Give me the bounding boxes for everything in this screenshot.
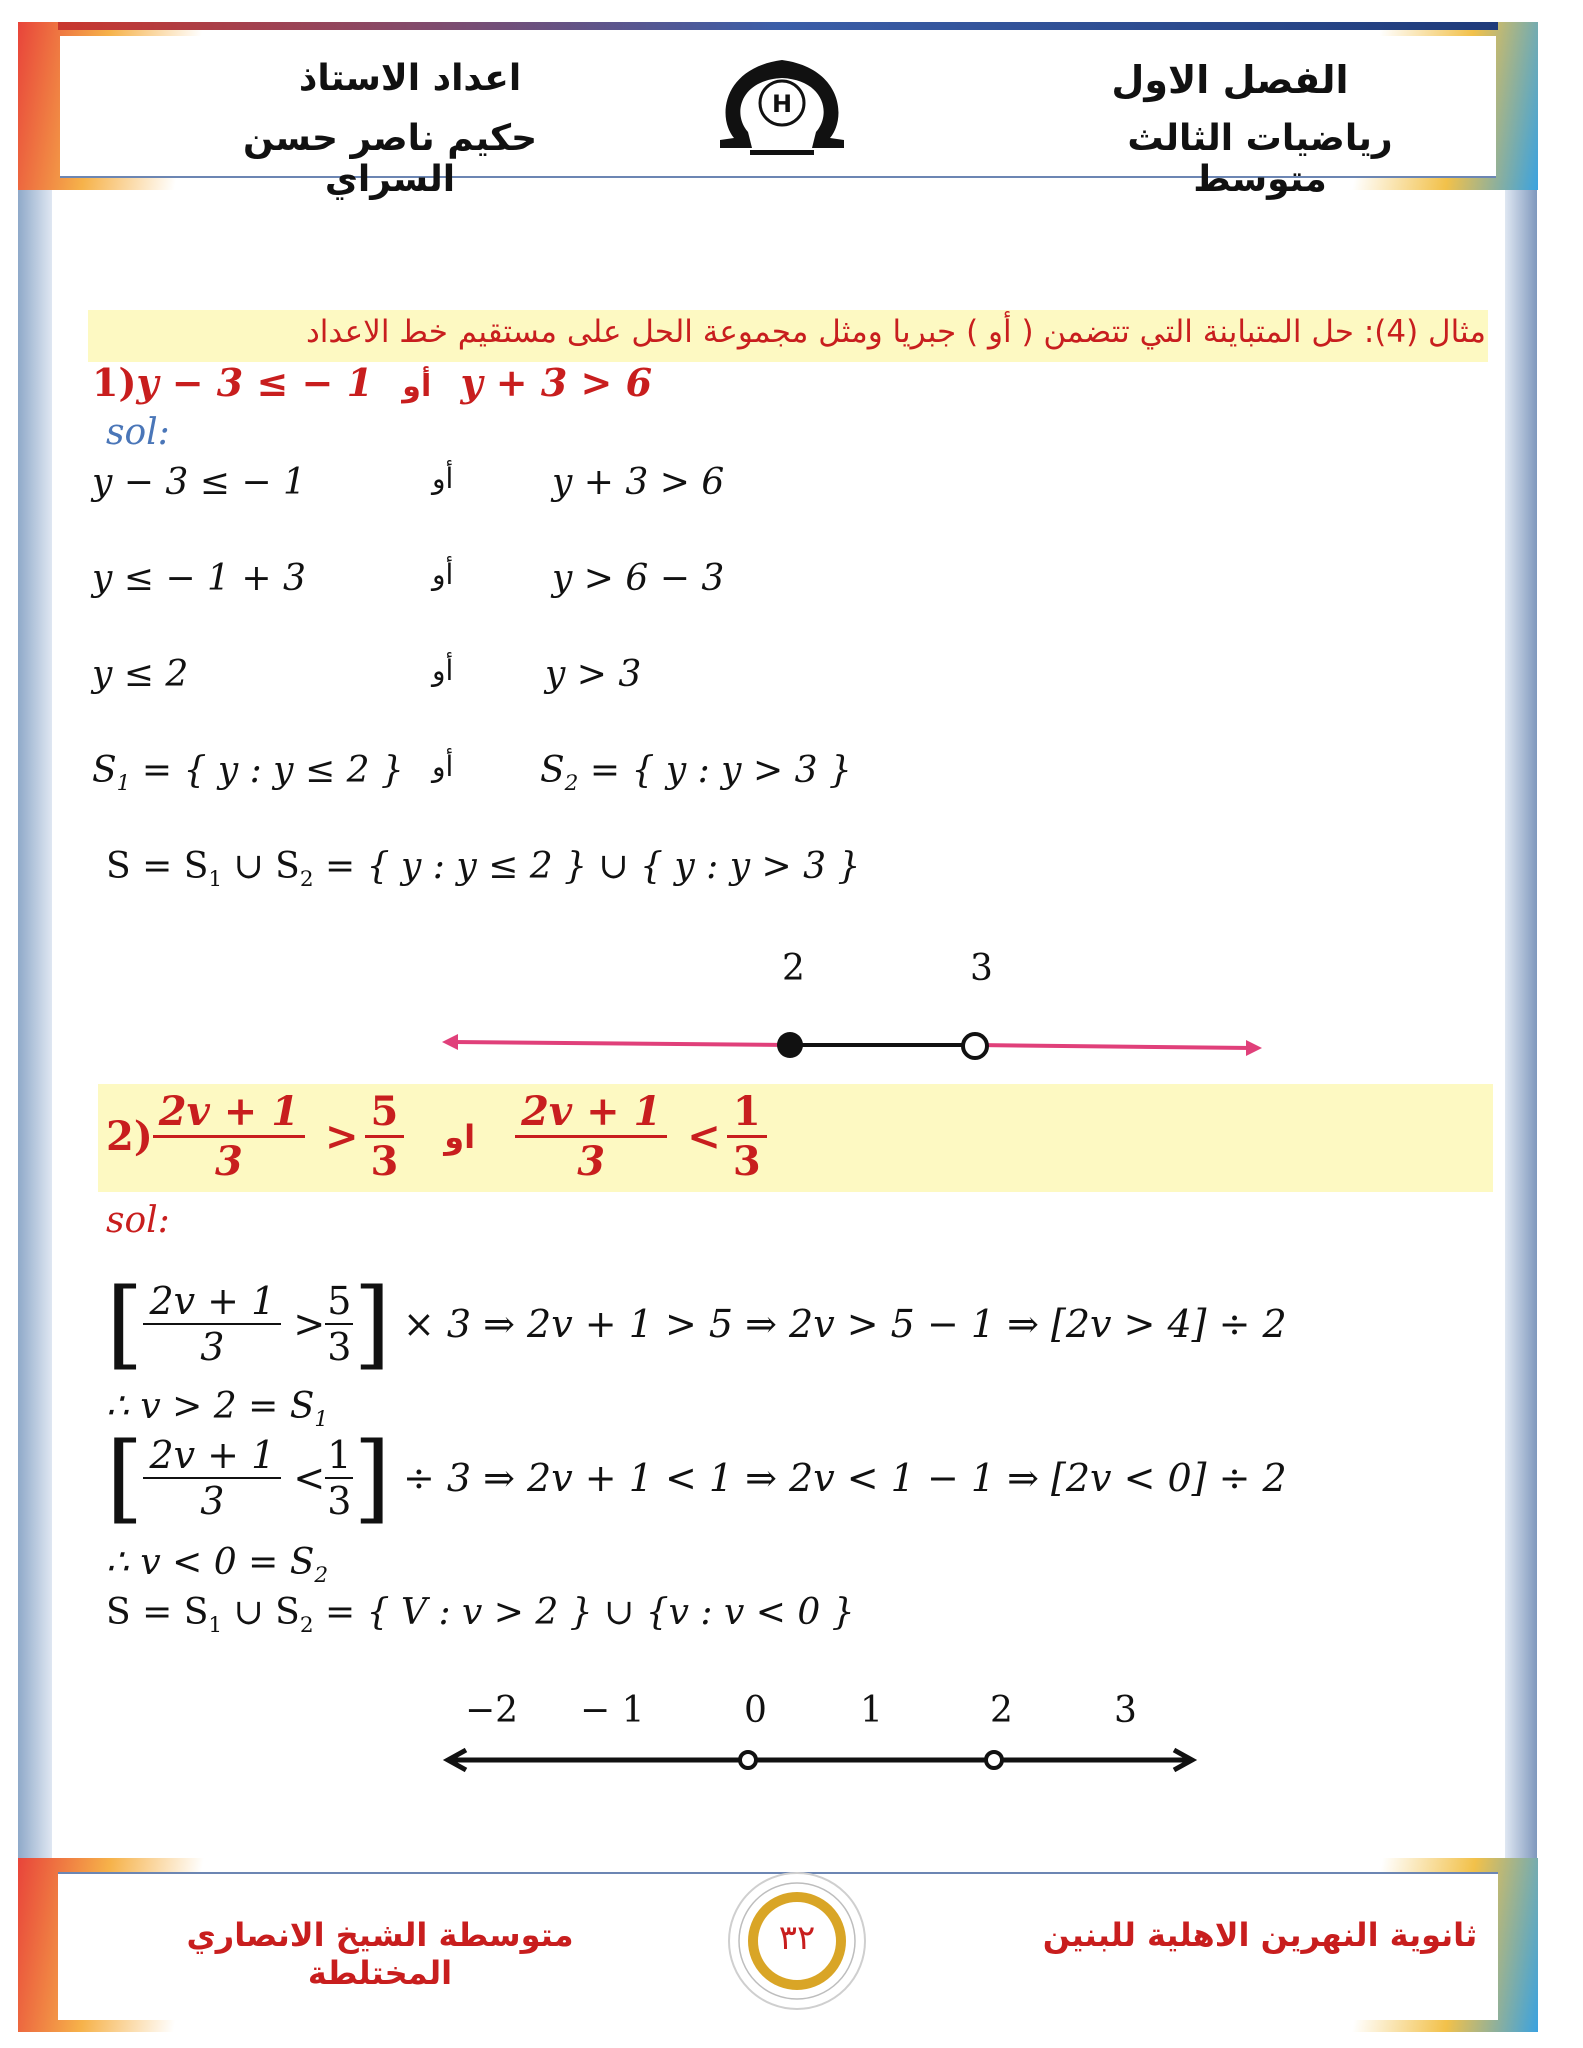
- p1-step1-or: أو: [432, 462, 454, 495]
- p2-line2-rhs-den: 3: [327, 1479, 352, 1523]
- p2-stmt-frac2-num: 2v + 1: [515, 1088, 667, 1138]
- p1-set-s2: $S_2$ = { y : y > 3 }: [540, 750, 852, 797]
- p1-step1-right: y + 3 > 6: [552, 462, 725, 503]
- chapter-title: الفصل الاول: [1111, 58, 1349, 102]
- p2-stmt-rhs1: [365, 1088, 405, 1185]
- school-logo-icon: [712, 48, 852, 158]
- p2-tick-label-2: 2: [990, 1690, 1013, 1731]
- p2-stmt-or: او: [444, 1117, 476, 1156]
- p2-stmt-frac2-den: 3: [577, 1138, 606, 1185]
- p2-line2-rhs-num: 1: [327, 1433, 352, 1477]
- teacher-name: حكيم ناصر حسن السراي: [242, 118, 538, 200]
- p2-stmt-rhs2: [727, 1088, 767, 1185]
- p1-step2-left: y ≤ − 1 + 3: [92, 558, 306, 599]
- p2-union: $S = S_1$ ∪ $S_2$ = { V : v > 2 } ∪ {v : v < 0 }: [106, 1592, 855, 1639]
- problem2-label: 2): [106, 1113, 153, 1160]
- p1-number-line: [440, 1010, 1270, 1080]
- header-top-line: [58, 22, 1498, 30]
- p2-open-point-0: [740, 1752, 756, 1768]
- problem1-or: أو: [402, 369, 432, 404]
- svg-text:H: H: [771, 90, 793, 118]
- course-subtitle: رياضيات الثالث متوسط: [1127, 118, 1393, 200]
- problem1-statement: [92, 360, 652, 405]
- p1-arrow-left: [442, 1034, 458, 1050]
- p2-stmt-rhs2-num: 1: [727, 1088, 767, 1138]
- p2-line1-frac-den: 3: [200, 1325, 225, 1369]
- footer-school-left: متوسطة الشيخ الانصاري المختلطة: [186, 1916, 574, 1992]
- p2-result1: ∴ $v > 2 = S_1$: [106, 1386, 329, 1433]
- p2-stmt-frac1-den: 3: [214, 1138, 243, 1185]
- p2-line1: [ $\frac{2v + 1}{3}$ > $\frac{5}{3}$ ] × 3 ⇒ 2v + 1 > 5 ⇒ 2v > 5 − 1 ⇒ [2v > 4] ÷ 2: [106, 1268, 1287, 1380]
- p1-tick-label-2: 2: [782, 948, 805, 989]
- p2-line2-frac-num: 2v + 1: [143, 1433, 281, 1479]
- p2-line1-rest: × 3 ⇒ 2v + 1 > 5 ⇒ 2v > 5 − 1 ⇒ [2v > 4] ÷ 2: [402, 1302, 1287, 1346]
- example-heading: مثال (4): حل المتباينة التي تتضمن ( أو ) جبريا ومثل مجموعة الحل على مستقيم خط الاعداد: [305, 314, 1486, 350]
- p2-line1-frac-num: 2v + 1: [143, 1279, 281, 1325]
- p2-result1-text: ∴ v > 2 = S: [106, 1386, 315, 1427]
- problem2-sol-label: sol:: [106, 1200, 170, 1241]
- p1-step3-or: أو: [432, 654, 454, 687]
- p2-line2-frac-den: 3: [200, 1479, 225, 1523]
- problem1-rhs: y + 3 > 6: [460, 360, 653, 405]
- page-frame-right: [1505, 140, 1537, 1880]
- p1-ray-left: [452, 1042, 790, 1045]
- p2-number-line: [440, 1730, 1210, 1790]
- p1-step1-left: y − 3 ≤ − 1: [92, 462, 306, 503]
- footer-school-right: ثانوية النهرين الاهلية للبنين: [1042, 1916, 1478, 1954]
- p1-closed-point-2: [777, 1032, 803, 1058]
- p2-line2: [ $\frac{2v + 1}{3}$ < $\frac{1}{3}$ ] ÷ 3 ⇒ 2v + 1 < 1 ⇒ 2v < 1 − 1 ⇒ [2v < 0] ÷ 2: [106, 1422, 1287, 1534]
- p2-tick-label-3: 3: [1114, 1690, 1137, 1731]
- p2-line1-frac: [143, 1279, 281, 1369]
- p1-union: $S = S_1$ ∪ $S_2$ = { y : y ≤ 2 } ∪ { y : y > 3 }: [106, 846, 861, 893]
- p2-result2: ∴ $v < 0 = S_2$: [106, 1542, 329, 1589]
- p1-s1-value: { y : y ≤ 2 }: [183, 750, 404, 791]
- page-number: ٣٢: [778, 1918, 816, 1958]
- prepared-by-title: اعداد الاستاذ: [298, 58, 522, 99]
- p1-s2-value: { y : y > 3 }: [631, 750, 852, 791]
- p1-step3-right: y > 3: [545, 654, 642, 695]
- p2-line2-rest: ÷ 3 ⇒ 2v + 1 < 1 ⇒ 2v < 1 − 1 ⇒ [2v < 0] ÷ 2: [402, 1456, 1287, 1500]
- p2-line2-rhs: [325, 1433, 353, 1523]
- p1-step2-or: أو: [432, 558, 454, 591]
- p2-union-value: = { V : v > 2 } ∪ {v : v < 0 }: [325, 1592, 855, 1633]
- p1-open-point-3: [963, 1034, 987, 1058]
- p2-stmt-rhs1-num: 5: [365, 1088, 405, 1138]
- p1-union-value: = { y : y ≤ 2 } ∪ { y : y > 3 }: [325, 846, 861, 887]
- p2-stmt-frac2: [515, 1088, 667, 1185]
- p2-stmt-rhs1-den: 3: [370, 1138, 399, 1185]
- p2-line1-rhs-den: 3: [327, 1325, 352, 1369]
- page-frame-left: [18, 140, 52, 1880]
- p2-line1-rhs: [325, 1279, 353, 1369]
- p2-tick-label-neg2: −2: [465, 1690, 519, 1731]
- p2-stmt-frac1-num: 2v + 1: [153, 1088, 305, 1138]
- p1-arrow-right: [1246, 1040, 1262, 1056]
- p2-stmt-rhs2-den: 3: [732, 1138, 761, 1185]
- p2-tick-label-neg1: − 1: [580, 1690, 645, 1731]
- problem1-label: 1): [92, 360, 137, 405]
- p1-step2-right: y > 6 − 3: [552, 558, 725, 599]
- p2-line2-frac: [143, 1433, 281, 1523]
- p2-stmt-frac1: [153, 1088, 305, 1185]
- p2-result2-text: ∴ v < 0 = S: [106, 1542, 315, 1583]
- problem1-lhs: y − 3 ≤ − 1: [136, 360, 374, 405]
- p2-tick-label-1: 1: [860, 1690, 883, 1731]
- p2-tick-label-0: 0: [744, 1690, 767, 1731]
- problem2-statement: 2) $\frac{2v + 1}{3}$ > $\frac{5}{3}$ او $\frac{2v + 1}{3}$ < $\frac{1}{3}$: [106, 1088, 767, 1185]
- p1-step3-left: y ≤ 2: [92, 654, 189, 695]
- p1-set-s1: $S_1$ = { y : y ≤ 2 }: [92, 750, 404, 797]
- p1-tick-label-3: 3: [970, 948, 993, 989]
- p2-open-point-2: [986, 1752, 1002, 1768]
- p2-line1-rhs-num: 5: [327, 1279, 352, 1323]
- p1-set-or: أو: [432, 750, 454, 783]
- p1-ray-right: [975, 1045, 1252, 1048]
- problem1-sol-label: sol:: [106, 412, 170, 453]
